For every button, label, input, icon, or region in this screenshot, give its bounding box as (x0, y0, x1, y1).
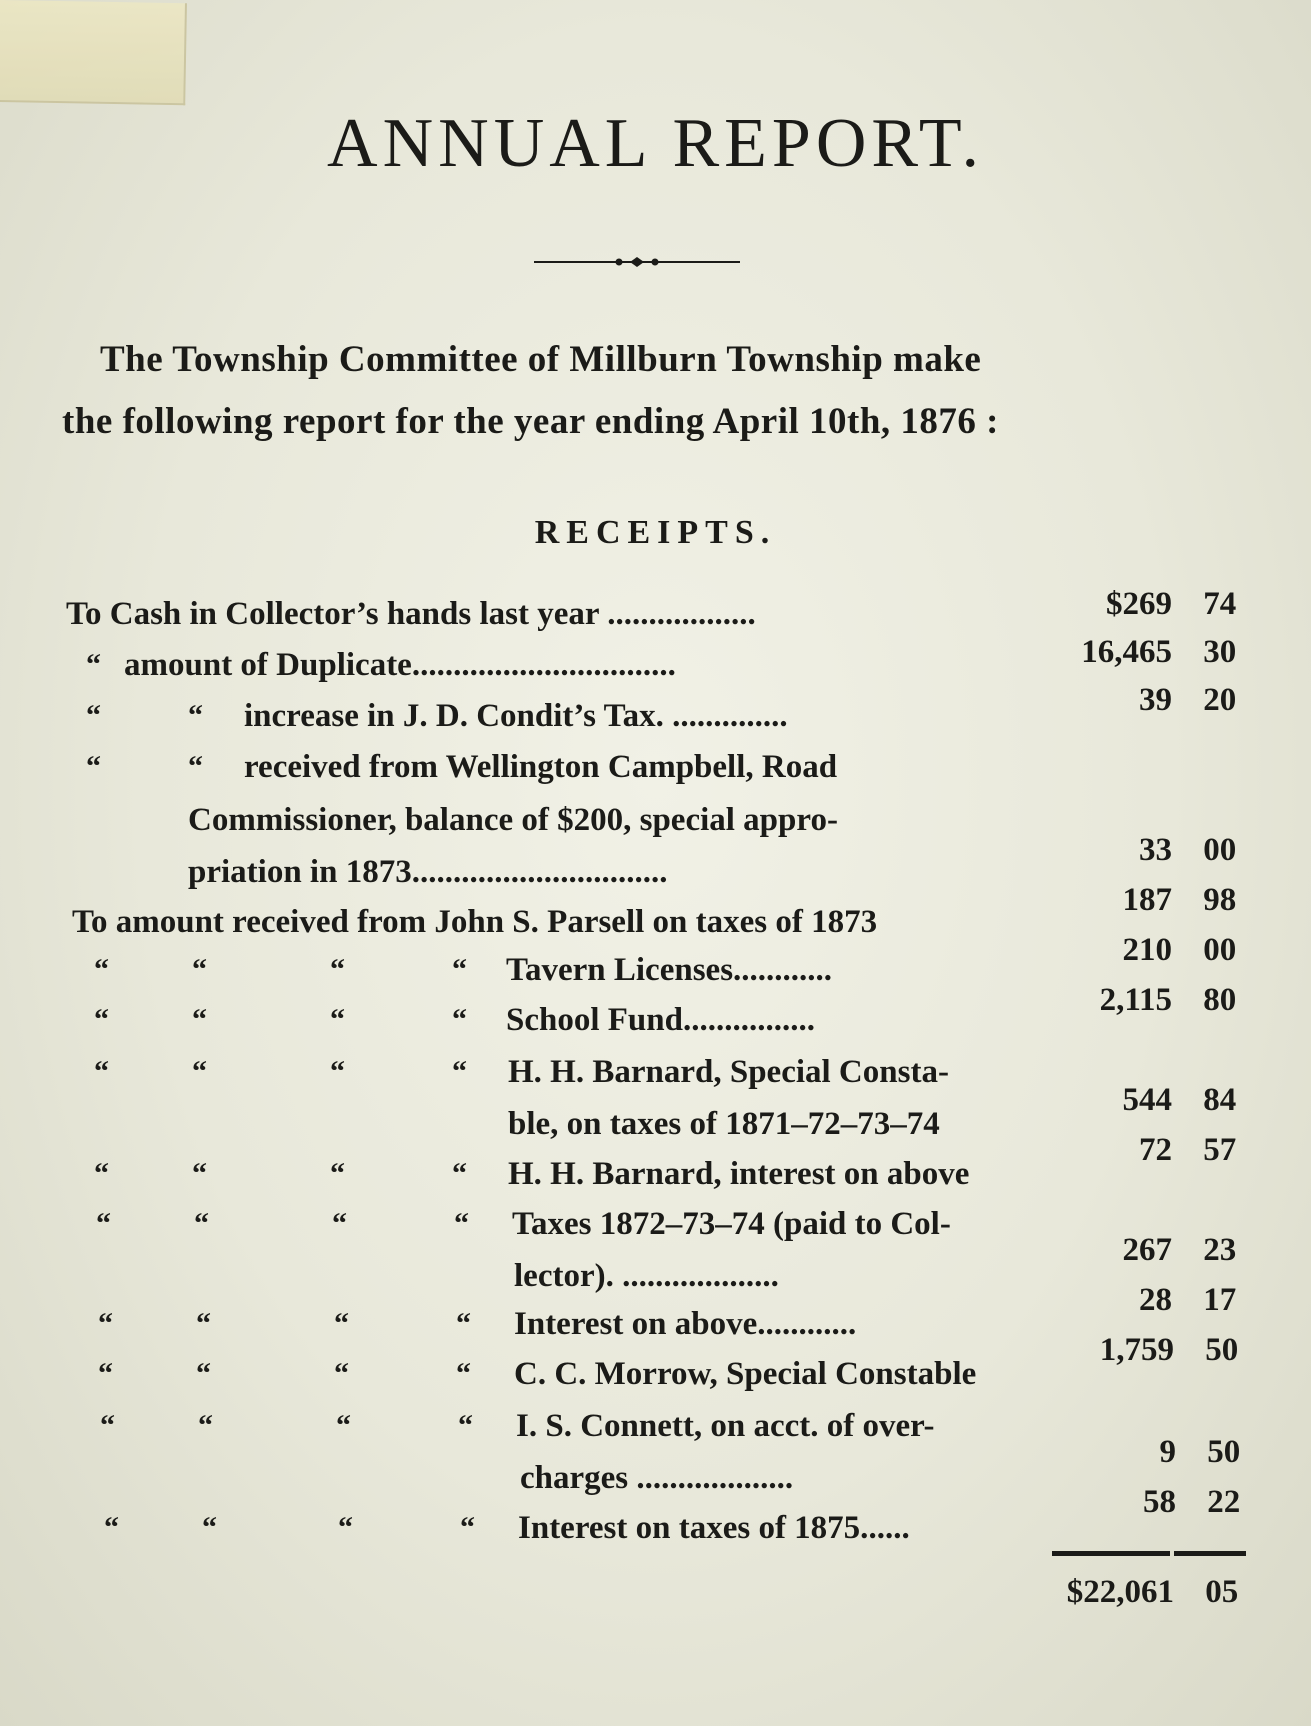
receipt-amount: 33 00 (1139, 832, 1237, 868)
ditto-mark: “ (94, 1003, 109, 1036)
ditto-mark: “ (454, 1207, 469, 1240)
ditto-mark: “ (330, 1003, 345, 1036)
receipt-line: Interest on above............ (514, 1306, 857, 1342)
intro-line-1: The Township Committee of Millburn Township make (100, 339, 982, 380)
ditto-mark: “ (196, 1357, 211, 1390)
receipt-line: I. S. Connett, on acct. of over- (516, 1408, 935, 1444)
receipt-line-continued: ble, on taxes of 1871–72–73–74 (508, 1106, 940, 1142)
ditto-mark: “ (94, 1157, 109, 1190)
total-rule-cents (1174, 1551, 1246, 1556)
ditto-mark: “ (452, 953, 467, 986)
ditto-mark: “ (334, 1307, 349, 1340)
ditto-mark: “ (86, 648, 101, 681)
receipt-line: Interest on taxes of 1875...... (518, 1510, 910, 1546)
ditto-mark: “ (332, 1207, 347, 1240)
ditto-mark: “ (452, 1055, 467, 1088)
receipt-line-continued: charges ................... (520, 1460, 794, 1496)
ditto-mark: “ (188, 699, 203, 732)
receipt-amount: 9 50 (1159, 1434, 1241, 1470)
ditto-mark: “ (334, 1357, 349, 1390)
ditto-mark: “ (330, 953, 345, 986)
receipt-line: Tavern Licenses............ (506, 952, 833, 988)
receipt-line: amount of Duplicate................................ (124, 647, 676, 683)
ditto-mark: “ (98, 1357, 113, 1390)
ditto-mark: “ (192, 1003, 207, 1036)
ditto-mark: “ (202, 1511, 217, 1544)
receipt-line-continued: lector). ................... (514, 1258, 779, 1294)
ditto-mark: “ (336, 1409, 351, 1442)
ditto-mark: “ (452, 1157, 467, 1190)
ditto-mark: “ (188, 750, 203, 783)
ditto-mark: “ (86, 699, 101, 732)
ditto-mark: “ (456, 1307, 471, 1340)
receipt-amount: 210 00 (1122, 932, 1237, 968)
ditto-mark: “ (452, 1003, 467, 1036)
receipt-amount: 58 22 (1143, 1484, 1241, 1520)
ditto-mark: “ (192, 953, 207, 986)
ditto-mark: “ (458, 1409, 473, 1442)
ditto-mark: “ (86, 750, 101, 783)
ditto-mark: “ (100, 1409, 115, 1442)
receipt-line-continued: Commissioner, balance of $200, special appro- (188, 802, 838, 838)
receipt-line: School Fund................ (506, 1002, 815, 1038)
ditto-mark: “ (456, 1357, 471, 1390)
receipt-line: H. H. Barnard, Special Consta- (508, 1054, 949, 1090)
ditto-mark: “ (192, 1157, 207, 1190)
receipt-line: received from Wellington Campbell, Road (244, 749, 838, 785)
receipt-line: To Cash in Collector’s hands last year .................. (66, 596, 756, 632)
ditto-mark: “ (194, 1207, 209, 1240)
ditto-mark: “ (330, 1055, 345, 1088)
receipt-amount: 2,115 80 (1099, 982, 1237, 1018)
receipt-amount: 72 57 (1139, 1132, 1237, 1168)
receipt-line: Taxes 1872–73–74 (paid to Col- (512, 1206, 951, 1242)
receipt-amount: 16,465 30 (1081, 634, 1237, 670)
page-title: ANNUAL REPORT. (327, 105, 984, 182)
receipt-line: H. H. Barnard, interest on above (508, 1156, 970, 1192)
tape-strip (0, 0, 187, 105)
ditto-mark: “ (96, 1207, 111, 1240)
receipt-line: increase in J. D. Condit’s Tax. .............. (244, 698, 788, 734)
ditto-mark: “ (198, 1409, 213, 1442)
receipt-amount: 544 84 (1122, 1082, 1237, 1118)
receipt-amount: 28 17 (1139, 1282, 1237, 1318)
ditto-mark: “ (192, 1055, 207, 1088)
ditto-mark: “ (196, 1307, 211, 1340)
ditto-mark: “ (460, 1511, 475, 1544)
receipt-amount: $269 74 (1106, 586, 1237, 622)
ditto-mark: “ (330, 1157, 345, 1190)
receipts-total: $22,061 05 (1066, 1574, 1239, 1610)
ditto-mark: “ (98, 1307, 113, 1340)
receipt-amount: 39 20 (1139, 682, 1237, 718)
receipts-heading: RECEIPTS. (534, 514, 777, 551)
receipt-line: C. C. Morrow, Special Constable (514, 1356, 977, 1392)
ornament-divider (534, 252, 740, 272)
receipt-line-continued: priation in 1873............................... (188, 854, 668, 890)
ditto-mark: “ (338, 1511, 353, 1544)
receipt-amount: 1,759 50 (1099, 1332, 1239, 1368)
intro-line-2: the following report for the year ending April 10th, 1876 : (62, 401, 999, 442)
receipt-line: To amount received from John S. Parsell on taxes of 1873 (72, 904, 878, 940)
ditto-mark: “ (94, 953, 109, 986)
receipt-amount: 267 23 (1122, 1232, 1237, 1268)
ditto-mark: “ (104, 1511, 119, 1544)
receipt-amount: 187 98 (1122, 882, 1237, 918)
total-rule-dollars (1052, 1551, 1170, 1556)
ditto-mark: “ (94, 1055, 109, 1088)
